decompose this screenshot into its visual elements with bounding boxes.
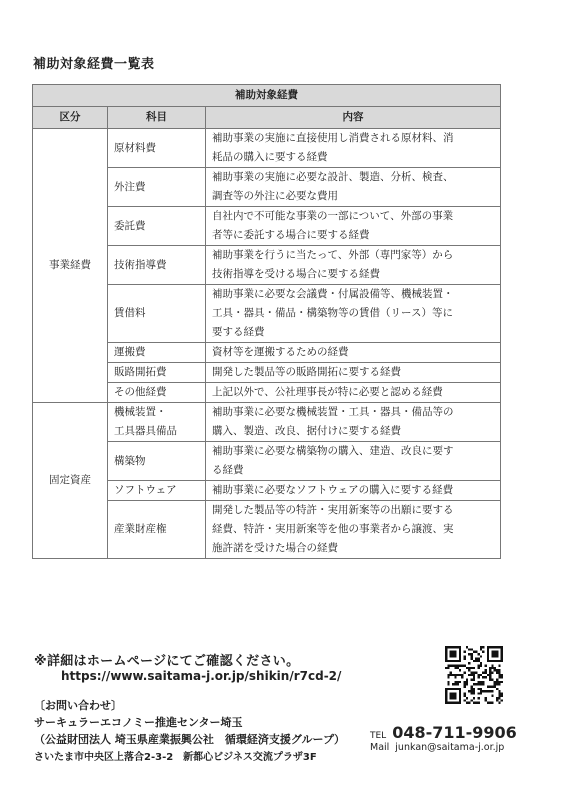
qr-code-icon <box>445 646 503 704</box>
category-cell: 事業経費 <box>33 129 108 403</box>
header-item: 科目 <box>108 107 206 129</box>
item-cell: 機械装置・ 工具器具備品 <box>108 403 206 442</box>
tel-label: TEL <box>370 731 387 741</box>
contact-tel <box>370 723 517 742</box>
header-category: 区分 <box>33 107 108 129</box>
item-cell: 産業財産権 <box>108 501 206 559</box>
item-cell: ソフトウェア <box>108 481 206 501</box>
header-content: 内容 <box>206 107 501 129</box>
table-top-header: 補助対象経費 <box>33 85 501 107</box>
table-row <box>33 129 501 168</box>
item-cell: 運搬費 <box>108 343 206 363</box>
homepage-link[interactable]: https://www.saitama-j.or.jp/shikin/r7cd-2/ <box>61 669 342 683</box>
contact-organization: サーキュラーエコノミー推進センター埼玉 <box>34 716 243 729</box>
page-title: 補助対象経費一覧表 <box>33 57 155 72</box>
content-cell: 補助事業に必要な会議費・付属設備等、機械装置・ 工具・器具・備品・構築物等の賃借（リース）等に 要する経費 <box>206 285 501 343</box>
content-cell: 補助事業に必要な構築物の購入、建造、改良に要す る経費 <box>206 442 501 481</box>
content-cell: 補助事業に必要な機械装置・工具・器具・備品等の 購入、製造、改良、据付けに要する経費 <box>206 403 501 442</box>
contact-parent-organization: （公益財団法人 埼玉県産業振興公社 循環経済支援グループ） <box>34 733 346 746</box>
notice-text: ※詳細はホームページにてご確認ください。 <box>34 654 300 669</box>
item-cell: 技術指導費 <box>108 246 206 285</box>
contact-address: さいたま市中央区上落合2-3-2 新都心ビジネス交流プラザ3F <box>34 752 317 763</box>
content-cell: 上記以外で、公社理事長が特に必要と認める経費 <box>206 383 501 403</box>
content-cell: 開発した製品等の販路開拓に要する経費 <box>206 363 501 383</box>
item-cell: 構築物 <box>108 442 206 481</box>
category-cell: 固定資産 <box>33 403 108 559</box>
mail-address[interactable]: junkan@saitama-j.or.jp <box>395 742 505 753</box>
cost-table <box>32 84 501 559</box>
content-cell: 補助事業を行うに当たって、外部（専門家等）から 技術指導を受ける場合に要する経費 <box>206 246 501 285</box>
content-cell: 補助事業の実施に必要な設計、製造、分析、検査、 調査等の外注に必要な費用 <box>206 168 501 207</box>
item-cell: 委託費 <box>108 207 206 246</box>
table-row <box>33 403 501 442</box>
contact-heading: 〔お問い合わせ〕 <box>34 699 122 712</box>
item-cell: 原材料費 <box>108 129 206 168</box>
content-cell: 補助事業に必要なソフトウェアの購入に要する経費 <box>206 481 501 501</box>
content-cell: 自社内で不可能な事業の一部について、外部の事業 者等に委託する場合に要する経費 <box>206 207 501 246</box>
content-cell: 補助事業の実施に直接使用し消費される原材料、消 耗品の購入に要する経費 <box>206 129 501 168</box>
tel-number[interactable]: 048-711-9906 <box>392 723 517 742</box>
mail-label: Mail <box>370 742 390 753</box>
contact-mail <box>370 742 504 753</box>
item-cell: 賃借料 <box>108 285 206 343</box>
content-cell: 資材等を運搬するための経費 <box>206 343 501 363</box>
item-cell: その他経費 <box>108 383 206 403</box>
item-cell: 販路開拓費 <box>108 363 206 383</box>
item-cell: 外注費 <box>108 168 206 207</box>
content-cell: 開発した製品等の特許・実用新案等の出願に要する 経費、特許・実用新案等を他の事業者から譲渡、実 施許諾を受けた場合の経費 <box>206 501 501 559</box>
